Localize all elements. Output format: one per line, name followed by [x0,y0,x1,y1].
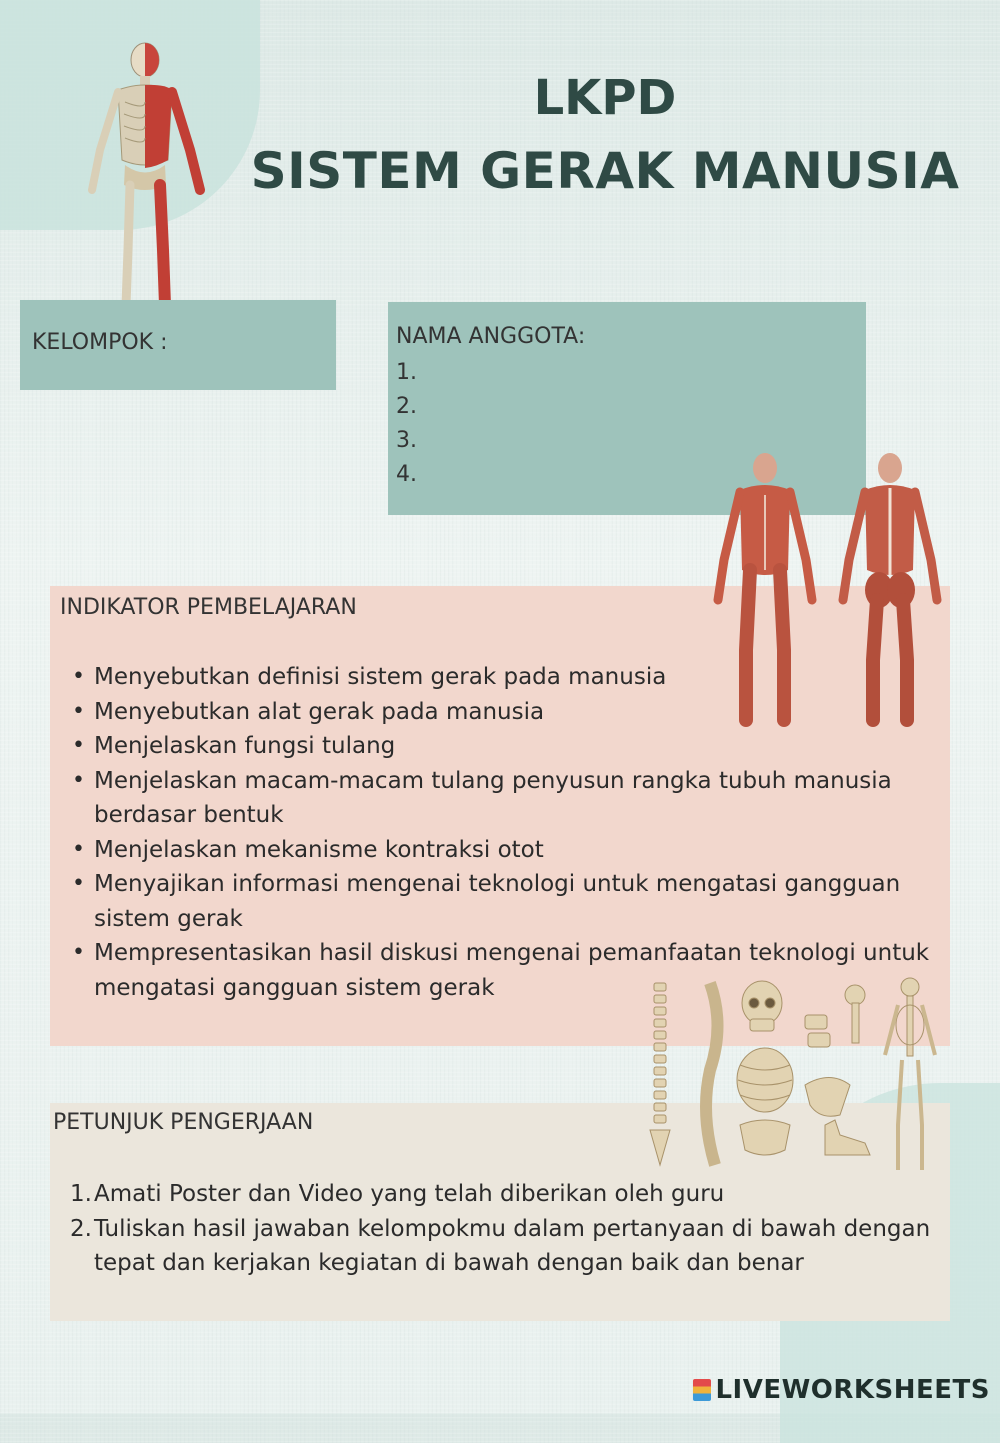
anggota-number-4: 4. [396,462,417,487]
half-skeleton-half-muscle-illustration [70,40,220,315]
muscle-figure-front-illustration [710,450,820,730]
page-title-lkpd: LKPD [533,70,677,126]
liveworksheets-watermark [693,1375,990,1405]
liveworksheets-logo-icon [693,1379,711,1401]
bones-collection-illustration [640,975,960,1175]
indikator-item: • Menjelaskan fungsi tulang [94,729,944,764]
page-title-sistem-gerak: SISTEM GERAK MANUSIA [250,142,960,200]
petunjuk-item-number: 2. [70,1215,92,1242]
petunjuk-item-text: Amati Poster dan Video yang telah diberikan oleh guru [94,1181,725,1207]
petunjuk-list [70,1177,934,1281]
muscle-figure-back-illustration [835,450,945,730]
nama-anggota-title: NAMA ANGGOTA: [396,324,586,349]
indikator-item: • Menyebutkan alat gerak pada manusia [94,695,944,730]
petunjuk-item [70,1177,934,1212]
indikator-item: • Menyebutkan definisi sistem gerak pada manusia [94,660,944,695]
indikator-item: • Menyajikan informasi mengenai teknologi untuk mengatasi gangguan sistem gerak [94,867,944,936]
indikator-item: • Menjelaskan macam-macam tulang penyusun rangka tubuh manusia berdasar bentuk [94,764,944,833]
indikator-item: • Mempresentasikan hasil diskusi mengenai pemanfaatan teknologi untuk mengatasi gangguan sistem gerak [94,936,944,1005]
liveworksheets-text: LIVEWORKSHEETS [715,1375,990,1405]
petunjuk-item-text: Tuliskan hasil jawaban kelompokmu dalam pertanyaan di bawah dengan tepat dan kerjakan kegiatan di bawah dengan baik dan benar [94,1215,931,1276]
anggota-number-3: 3. [396,428,417,453]
kelompok-label: KELOMPOK : [32,330,168,355]
indikator-item: • Menjelaskan mekanisme kontraksi otot [94,833,944,868]
indikator-title: INDIKATOR PEMBELAJARAN [60,595,357,620]
petunjuk-title: PETUNJUK PENGERJAAN [53,1110,314,1135]
petunjuk-item-number: 1. [70,1181,92,1207]
anggota-number-2: 2. [396,394,417,419]
petunjuk-item [70,1212,934,1281]
anggota-number-1: 1. [396,360,417,385]
